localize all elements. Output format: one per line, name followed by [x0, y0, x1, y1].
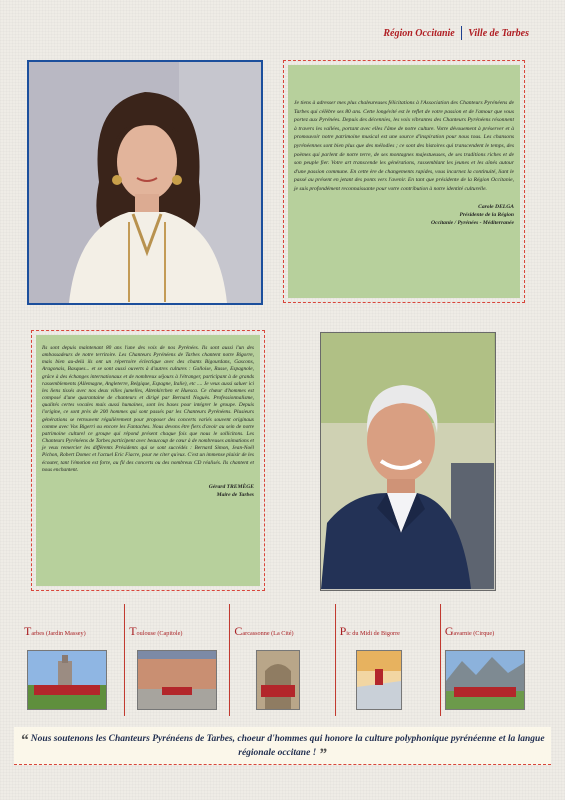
signature-delga-title2: Occitanie / Pyrénées - Méditerranée — [431, 219, 514, 226]
photo-gerard-tremege — [320, 332, 496, 591]
carcassonne-choir-photo — [257, 651, 299, 709]
quote-open-mark: “ — [20, 732, 29, 749]
place-tarbes — [20, 604, 125, 716]
signature-delga-title1: Présidente de la Région — [459, 211, 514, 218]
quote-text: Nous soutenons les Chanteurs Pyrénéens de Tarbes, choeur d'hommes qui honore la culture polyphonique pyrénéenne et la langue régionale occitane ! — [30, 734, 545, 758]
message-tremege-text: Ils sont depuis maintenant 80 ans l'une des voix de nos Pyrénées. Ils sont aussi l'un des ambassadeurs de notre territoire. Les Chanteurs Pyrénéens de Tarbes chantent notre Bigorre, mais bien au-delà ils ont un répertoire éclectique avec des chants Bigourdans, Gascons, Aragonais, Basques... et se sont aussi ouverts à d'autres cultures : Galloise, Russe, Espagnole, grâce à des échanges internationaux et de nombreux séjours à l'étranger, participant à de grands rassemblements (Allemagne, Angleterre, Belgique, Espagne, Italie), etc .... Je veux aussi saluer ici les liens tissés avec nos deux villes jumelles, Altenkirchen et Huesca. Ce chœur d'hommes est composé d'une quarantaine de chanteurs et dirigé par Bernard Noguès. Professionnalisme, qualités certes vocales mais aussi humaines, sont les bases pour intégrer le groupe. Depuis l'origine, ce sont près de 200 hommes qui sont passés par les Chanteurs Pyrénéens. Plusieurs générations se retrouvent régulièrement pour proposer des concerts variés souvent originaux comme avec Vox Bigerri ou encore les Fantaches. Nous devons être fiers d'avoir au sein de notre patrimoine culturel ce groupe qui répond présent chaque fois que nous le sollicitons. Les Chanteurs Pyrénéens de Tarbes participent avec beaucoup de cœur à de nombreuses animations et je veux remercier les différents Présidents qui se sont succédés : Bernard Simon, Jean-Noël Pichon, Robert Domec et l'actuel Eric Fiacre, pour ne citer qu'eux. C'est un immense plaisir de les écouter, tant l'émotion est forte, au fil des concerts ou des nombreux CD réalisés. Ils chantent et nous enchantent. — [42, 345, 254, 473]
place-gavarnie-title: Gavarnie (Cirque) — [444, 624, 495, 638]
header-divider — [461, 26, 463, 40]
places-row — [20, 604, 545, 716]
photo-carole-delga — [27, 60, 263, 305]
place-tarbes-title: Tarbes (Jardin Massey) — [24, 624, 86, 638]
signature-delga-name: Carole DELGA — [478, 203, 514, 210]
portrait-woman-illustration — [29, 62, 261, 303]
photo-carcassonne — [256, 650, 300, 710]
place-toulouse — [125, 604, 230, 716]
photo-toulouse — [137, 650, 217, 710]
signature-tremege — [42, 483, 254, 499]
signature-tremege-title: Maire de Tarbes — [216, 491, 254, 498]
header-region: Région Occitanie — [383, 27, 455, 39]
page-header — [383, 26, 529, 40]
place-pic-du-midi — [336, 604, 441, 716]
photo-pic-du-midi — [356, 650, 402, 710]
place-carcassonne — [230, 604, 335, 716]
place-toulouse-title: Toulouse (Capitole) — [129, 624, 183, 638]
header-city: Ville de Tarbes — [468, 27, 529, 39]
place-pic-title: Pic du Midi de Bigorre — [339, 624, 400, 638]
message-delga — [288, 65, 520, 298]
message-tremege-box — [31, 330, 265, 591]
message-tremege — [36, 335, 260, 586]
tarbes-choir-photo — [28, 651, 106, 709]
pic-du-midi-photo — [357, 651, 401, 709]
gavarnie-choir-photo — [446, 651, 524, 709]
photo-gavarnie — [445, 650, 525, 710]
message-delga-box — [283, 60, 525, 303]
place-gavarnie — [441, 604, 545, 716]
place-carcassonne-title: Carcassonne (La Cité) — [234, 624, 294, 638]
message-delga-text: Je tiens à adresser mes plus chaleureuses félicitations à l'Association des Chanteurs Pyrénéens de Tarbes qui célèbre ses 80 ans. Cette longévité est le reflet de votre passion et de l'amour que vous portez aux Pyrénées. Depuis des décennies, les voix vibrantes des Chanteurs Pyrénéens résonnent à travers les vallées, portant avec elles l'âme de notre culture. Votre dévouement à préserver et à promouvoir notre patrimoine musical est une source d'inspiration pour nous tous. Les chansons pyrénéennes sont bien plus que des mélodies ; ce sont des histoires qui transcendent le temps, des poèmes qui parlent de notre terre, de ses montagnes majestueuses, de ses traditions riches et de son peuple fier. Votre art transcende les générations, rassemblant les jeunes et les aînés autour d'une passion commune. En cette ère de changements rapides, vous incarnez la continuité, liant le passé au présent en jetant des ponts vers l'avenir. En tant que présidente de la Région Occitanie, je suis profondément reconnaissante pour votre contribution à notre identité culturelle. — [294, 100, 514, 192]
quote-banner — [14, 727, 551, 765]
portrait-man-illustration — [321, 333, 494, 589]
toulouse-choir-photo — [138, 651, 216, 709]
signature-delga — [294, 203, 514, 227]
photo-tarbes — [27, 650, 107, 710]
signature-tremege-name: Gérard TREMÈGE — [208, 483, 254, 490]
quote-close-mark: ” — [318, 746, 327, 763]
